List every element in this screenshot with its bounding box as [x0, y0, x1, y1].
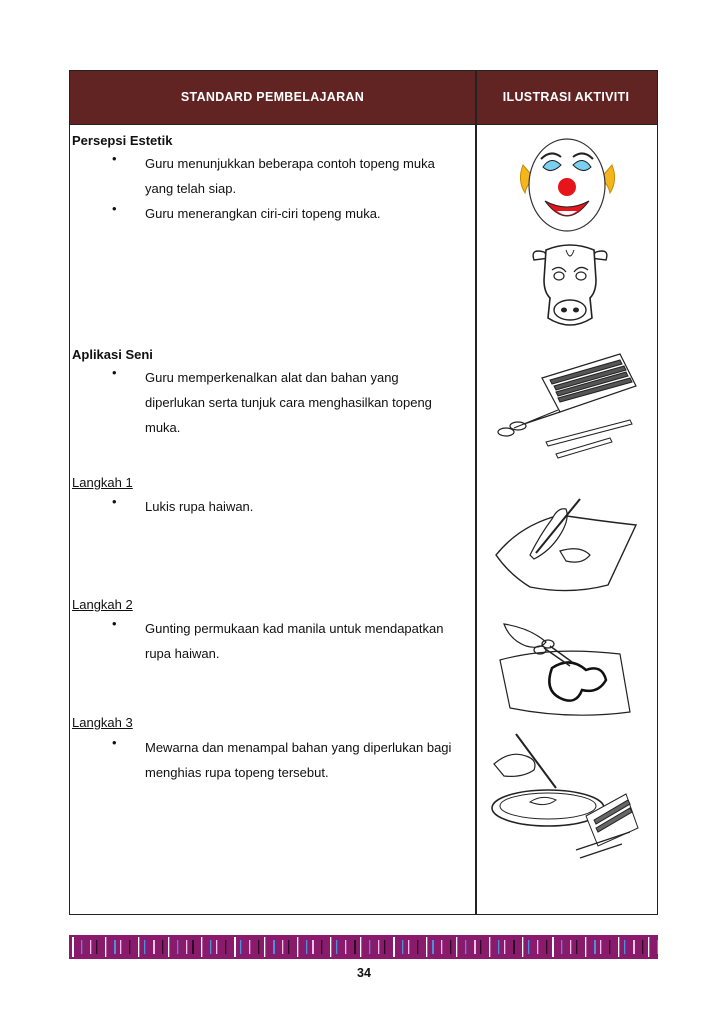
band-stripe [312, 940, 314, 954]
band-stripe [186, 940, 187, 954]
band-stripe [240, 940, 241, 954]
band-stripe [393, 937, 395, 957]
band-stripe [90, 940, 91, 954]
bullet-line: Lukis rupa haiwan. [145, 499, 254, 514]
step-title-langkah-3: Langkah 3 [72, 715, 133, 730]
band-stripe [537, 940, 538, 954]
band-stripe [225, 940, 226, 954]
band-stripe [210, 940, 211, 954]
bullet-dot: • [112, 494, 117, 509]
band-stripe [288, 940, 289, 954]
bullet-line: muka. [145, 420, 181, 435]
bullet-line: menghias rupa topeng tersebut. [145, 765, 329, 780]
band-stripe [129, 940, 130, 954]
section-title-persepsi: Persepsi Estetik [72, 133, 173, 148]
tools-and-materials-illustration [490, 350, 640, 460]
table-header [70, 71, 657, 125]
band-stripe [426, 937, 427, 957]
band-stripe [297, 937, 298, 957]
band-stripe [546, 940, 547, 954]
band-stripe [522, 937, 523, 957]
band-stripe [192, 940, 194, 954]
band-stripe [369, 940, 370, 954]
hand-drawing-illustration [490, 495, 640, 600]
band-stripe [441, 940, 442, 954]
bullet-line: Guru memperkenalkan alat dan bahan yang [145, 370, 399, 385]
bullet-line: yang telah siap. [145, 181, 237, 196]
band-stripe [96, 940, 97, 954]
band-stripe [378, 940, 379, 954]
bullet-line: Guru menerangkan ciri-ciri topeng muka. [145, 206, 381, 221]
band-stripe [594, 940, 596, 954]
band-stripe [561, 940, 562, 954]
band-stripe [321, 940, 322, 954]
band-stripe [336, 940, 337, 954]
band-stripe [618, 937, 619, 957]
page-number: 34 [357, 966, 371, 980]
band-stripe [498, 940, 499, 954]
header-standard-pembelajaran: STANDARD PEMBELAJARAN [180, 90, 365, 104]
band-stripe [120, 940, 121, 954]
bullet-dot: • [112, 201, 117, 216]
band-stripe [216, 940, 217, 954]
band-stripe [465, 940, 466, 954]
band-stripe [168, 937, 169, 957]
scissors-cutting-illustration [490, 620, 640, 725]
decorative-footer-band [69, 935, 658, 959]
band-stripe [249, 940, 250, 954]
band-stripe [81, 940, 82, 954]
section-title-aplikasi: Aplikasi Seni [72, 347, 153, 362]
band-stripe [432, 940, 434, 954]
bullet-line: diperlukan serta tunjuk cara menghasilkan topeng [145, 395, 432, 410]
bullet-line: Mewarna dan menampal bahan yang diperlukan bagi [145, 740, 452, 755]
band-stripe [360, 937, 361, 957]
band-stripe [354, 940, 356, 954]
bullet-line: rupa haiwan. [145, 646, 220, 661]
band-stripe [576, 940, 577, 954]
band-stripe [402, 940, 403, 954]
header-ilustrasi-aktiviti: ILUSTRASI AKTIVITI [502, 90, 630, 104]
band-stripe [600, 940, 601, 954]
bullet-dot: • [112, 365, 117, 380]
band-stripe [138, 937, 139, 957]
band-stripe [306, 940, 307, 954]
band-stripe [648, 937, 649, 957]
band-stripe [72, 937, 74, 957]
column-divider [475, 71, 477, 914]
band-stripe [384, 940, 385, 954]
band-stripe [282, 940, 283, 954]
band-stripe [480, 940, 481, 954]
band-stripe [609, 940, 610, 954]
bullet-dot: • [112, 151, 117, 166]
band-stripe [408, 940, 409, 954]
band-stripe [552, 937, 554, 957]
band-stripe [450, 940, 451, 954]
band-stripe [144, 940, 145, 954]
band-stripe [456, 937, 457, 957]
cow-mask-illustration [530, 240, 610, 332]
band-stripe [570, 940, 571, 954]
band-stripe [105, 937, 106, 957]
band-stripe [585, 937, 586, 957]
band-stripe [177, 940, 178, 954]
band-stripe [201, 937, 202, 957]
band-stripe [528, 940, 529, 954]
band-stripe [417, 940, 418, 954]
band-stripe [642, 940, 643, 954]
step-title-langkah-1: Langkah 1 [72, 475, 133, 490]
band-stripe [153, 940, 155, 954]
step-title-langkah-2: Langkah 2 [72, 597, 133, 612]
band-stripe [624, 940, 625, 954]
bullet-dot: • [112, 735, 117, 750]
band-stripe [657, 940, 658, 954]
band-stripe [489, 937, 490, 957]
band-stripe [114, 940, 116, 954]
band-stripe [474, 940, 476, 954]
band-stripe [273, 940, 275, 954]
band-stripe [258, 940, 259, 954]
band-stripe [234, 937, 236, 957]
bullet-line: Gunting permukaan kad manila untuk mendapatkan [145, 621, 444, 636]
band-stripe [345, 940, 346, 954]
band-stripe [162, 940, 163, 954]
clown-mask-illustration [515, 135, 620, 235]
band-stripe [504, 940, 505, 954]
bullet-line: Guru menunjukkan beberapa contoh topeng muka [145, 156, 435, 171]
band-stripe [264, 937, 265, 957]
band-stripe [513, 940, 515, 954]
bullet-dot: • [112, 616, 117, 631]
hand-coloring-illustration [490, 728, 640, 868]
band-stripe [330, 937, 331, 957]
band-stripe [633, 940, 635, 954]
